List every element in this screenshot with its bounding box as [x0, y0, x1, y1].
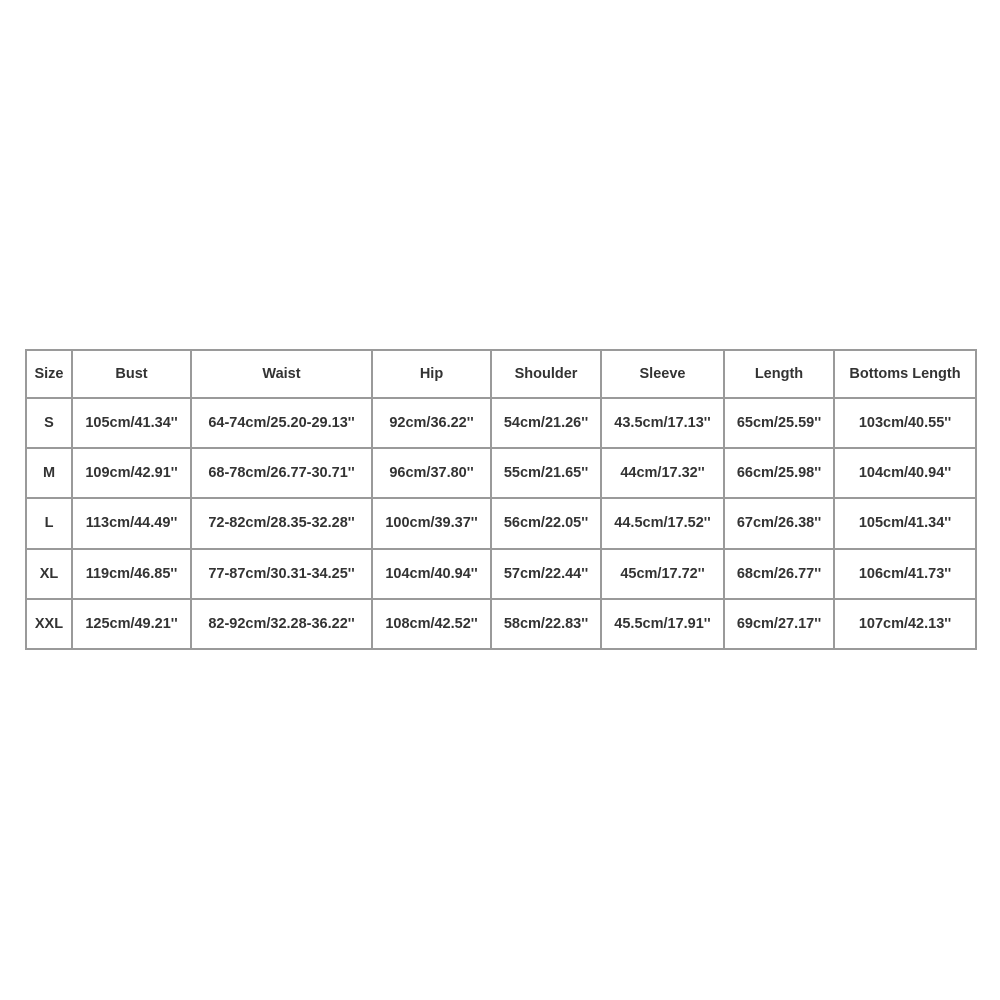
- hip-cell: 100cm/39.37'': [372, 498, 491, 548]
- table-row: [26, 448, 976, 498]
- header-bust: Bust: [72, 350, 191, 398]
- length-cell: 65cm/25.59'': [724, 398, 834, 448]
- shoulder-cell: 58cm/22.83'': [491, 599, 601, 649]
- bottoms-length-cell: 106cm/41.73'': [834, 549, 976, 599]
- table-row: [26, 599, 976, 649]
- header-size: Size: [26, 350, 72, 398]
- bust-cell: 109cm/42.91'': [72, 448, 191, 498]
- header-bottoms-length: Bottoms Length: [834, 350, 976, 398]
- length-cell: 66cm/25.98'': [724, 448, 834, 498]
- bust-cell: 105cm/41.34'': [72, 398, 191, 448]
- bottoms-length-cell: 105cm/41.34'': [834, 498, 976, 548]
- length-cell: 68cm/26.77'': [724, 549, 834, 599]
- header-shoulder: Shoulder: [491, 350, 601, 398]
- bust-cell: 119cm/46.85'': [72, 549, 191, 599]
- size-cell: S: [26, 398, 72, 448]
- waist-cell: 64-74cm/25.20-29.13'': [191, 398, 372, 448]
- size-cell: XXL: [26, 599, 72, 649]
- hip-cell: 104cm/40.94'': [372, 549, 491, 599]
- size-chart-table: [25, 349, 977, 650]
- hip-cell: 92cm/36.22'': [372, 398, 491, 448]
- size-cell: M: [26, 448, 72, 498]
- size-cell: XL: [26, 549, 72, 599]
- length-cell: 69cm/27.17'': [724, 599, 834, 649]
- shoulder-cell: 54cm/21.26'': [491, 398, 601, 448]
- sleeve-cell: 44.5cm/17.52'': [601, 498, 724, 548]
- header-waist: Waist: [191, 350, 372, 398]
- bust-cell: 113cm/44.49'': [72, 498, 191, 548]
- bust-cell: 125cm/49.21'': [72, 599, 191, 649]
- shoulder-cell: 57cm/22.44'': [491, 549, 601, 599]
- sleeve-cell: 43.5cm/17.13'': [601, 398, 724, 448]
- waist-cell: 77-87cm/30.31-34.25'': [191, 549, 372, 599]
- table-row: [26, 398, 976, 448]
- hip-cell: 108cm/42.52'': [372, 599, 491, 649]
- header-hip: Hip: [372, 350, 491, 398]
- sleeve-cell: 45.5cm/17.91'': [601, 599, 724, 649]
- length-cell: 67cm/26.38'': [724, 498, 834, 548]
- waist-cell: 82-92cm/32.28-36.22'': [191, 599, 372, 649]
- header-row: [26, 350, 976, 398]
- table-row: [26, 549, 976, 599]
- shoulder-cell: 55cm/21.65'': [491, 448, 601, 498]
- bottoms-length-cell: 107cm/42.13'': [834, 599, 976, 649]
- bottoms-length-cell: 103cm/40.55'': [834, 398, 976, 448]
- sleeve-cell: 45cm/17.72'': [601, 549, 724, 599]
- size-cell: L: [26, 498, 72, 548]
- header-length: Length: [724, 350, 834, 398]
- waist-cell: 72-82cm/28.35-32.28'': [191, 498, 372, 548]
- waist-cell: 68-78cm/26.77-30.71'': [191, 448, 372, 498]
- table-row: [26, 498, 976, 548]
- sleeve-cell: 44cm/17.32'': [601, 448, 724, 498]
- hip-cell: 96cm/37.80'': [372, 448, 491, 498]
- shoulder-cell: 56cm/22.05'': [491, 498, 601, 548]
- header-sleeve: Sleeve: [601, 350, 724, 398]
- bottoms-length-cell: 104cm/40.94'': [834, 448, 976, 498]
